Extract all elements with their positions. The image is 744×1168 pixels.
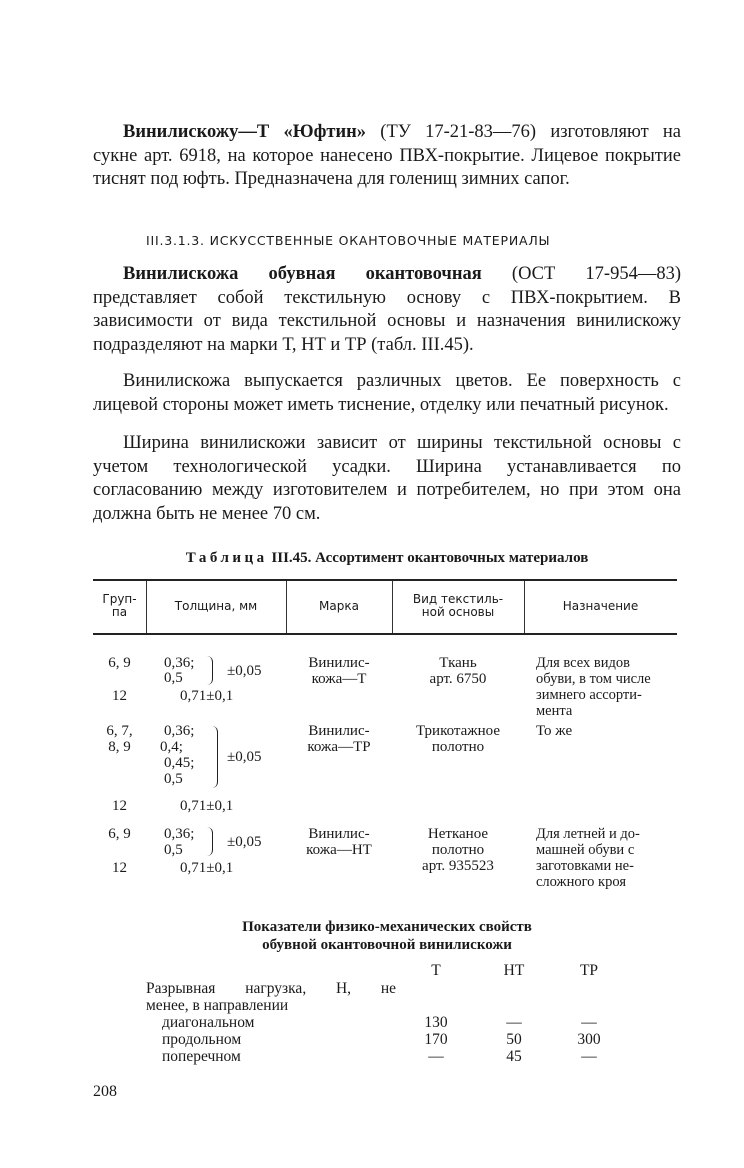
table-header-rule	[93, 633, 677, 635]
row2-base	[392, 723, 524, 755]
row1-base-line1: Ткань	[439, 655, 477, 671]
paragraph-edging	[93, 263, 681, 357]
row1-brace	[206, 656, 213, 685]
header-group	[93, 593, 146, 619]
header-base	[392, 593, 524, 619]
row2-purpose: То же	[536, 723, 573, 739]
row3-purpose-line3: заготовками не-	[536, 858, 634, 874]
row3-base-line3: арт. 935523	[422, 858, 494, 874]
row3-thk-a: 0,36;	[164, 826, 195, 842]
row2-thk-a3: 0,45;	[164, 755, 195, 771]
row2-brand	[286, 723, 392, 755]
row2-groups-line2: 8, 9	[108, 739, 131, 755]
row3-purpose-line2: машней обуви с	[536, 842, 635, 858]
properties-load-label-2: менее, в направлении	[146, 997, 289, 1014]
row2-brace	[210, 726, 218, 788]
header-group-line2: па	[111, 605, 128, 619]
properties-value: —	[506, 1014, 522, 1031]
properties-col-t: Т	[431, 962, 441, 979]
row2-base-line2: полотно	[431, 739, 485, 755]
row1-brand-line2: кожа—Т	[311, 671, 367, 687]
row2-tolerance: ±0,05	[227, 749, 262, 765]
properties-row-label: поперечном	[162, 1048, 241, 1065]
row1-purpose-line3: зимнего ассорти-	[536, 687, 642, 703]
properties-value: 50	[506, 1031, 522, 1048]
properties-value: 130	[424, 1014, 448, 1031]
row2-groups-b: 12	[112, 798, 127, 814]
row1-brand	[286, 655, 392, 687]
header-base-line1: Вид текстиль-	[412, 592, 504, 606]
row2-groups-line1: 6, 7,	[106, 723, 133, 739]
row2-thk-b: 0,5	[164, 771, 183, 787]
row3-base-line1: Нетканое	[427, 826, 489, 842]
header-thickness: Толщина, мм	[174, 599, 258, 613]
row1-brand-line1: Винилис-	[308, 655, 370, 671]
properties-value: 45	[506, 1048, 522, 1065]
row1-groups-b: 12	[112, 688, 127, 704]
row2-thk-a2: 0,4;	[160, 739, 183, 755]
row3-purpose	[536, 826, 678, 890]
properties-col-tr: ТР	[579, 962, 599, 979]
row2-brand-line2: кожа—ТР	[307, 739, 371, 755]
row3-brand	[286, 826, 392, 858]
row1-thk-a: 0,36;	[164, 655, 195, 671]
row3-groups-b: 12	[112, 860, 127, 876]
row3-purpose-line4: сложного кроя	[536, 874, 626, 890]
row1-base	[392, 655, 524, 687]
properties-load-label: Разрывная нагрузка, Н, не	[146, 980, 396, 997]
row1-purpose-line4: мента	[536, 703, 573, 719]
table-caption-prefix: Таблица	[185, 550, 268, 566]
row3-base	[392, 826, 524, 874]
header-base-line2: ной основы	[421, 605, 495, 619]
row1-purpose-line1: Для всех видов	[536, 655, 630, 671]
row1-purpose	[536, 655, 678, 719]
properties-title-line2: обувной окантовочной винилискожи	[262, 937, 512, 953]
header-group-line1: Груп-	[102, 592, 137, 606]
row2-brand-line1: Винилис-	[308, 723, 370, 739]
paragraph-width: Ширина винилискожи зависит от ширины текстильной основы с учетом технологической усадки. Ширина устанавливается по согласованию между изготовителем и потребителем, но при этом она должна быть не менее 70 см.	[93, 433, 681, 524]
row1-base-line2: арт. 6750	[429, 671, 487, 687]
properties-title-line1: Показатели физико-механических свойств	[242, 919, 532, 935]
row3-brand-line1: Винилис-	[308, 826, 370, 842]
row2-thk-a: 0,36;	[164, 723, 195, 739]
paragraph-colors: Винилискожа выпускается различных цветов. Ее поверхность с лицевой стороны может иметь тиснение, отделку или печатный рисунок.	[93, 371, 681, 415]
properties-title	[93, 918, 681, 954]
properties-value: —	[581, 1014, 597, 1031]
paragraph-yuftin-text: (ТУ 17-21-83—76) изготовляют на сукне арт. 6918, на которое нанесено ПВХ-покрытие. Лицевое покрытие тиснят под юфть. Предназначена для голенищ зимних сапог.	[93, 122, 682, 189]
row3-thk-c: 0,71±0,1	[180, 860, 234, 876]
header-purpose: Назначение	[562, 599, 639, 613]
row3-groups-a: 6, 9	[108, 826, 131, 842]
properties-value: —	[428, 1048, 444, 1065]
table-caption-text: III.45. Ассортимент окантовочных материалов	[271, 550, 589, 566]
row1-thk-b: 0,5	[164, 670, 183, 686]
row3-purpose-line1: Для летней и до-	[536, 826, 640, 842]
properties-col-nt: НТ	[503, 962, 525, 979]
row2-thk-c: 0,71±0,1	[180, 798, 234, 814]
properties-value: 170	[424, 1031, 448, 1048]
paragraph-yuftin	[93, 121, 681, 192]
row1-purpose-line2: обуви, в том числе	[536, 671, 651, 687]
page-number: 208	[93, 1083, 117, 1100]
section-title: III.3.1.3. ИСКУССТВЕННЫЕ ОКАНТОВОЧНЫЕ МАТЕРИАЛЫ	[146, 233, 551, 248]
properties-value: —	[581, 1048, 597, 1065]
term-edging: Винилискожа обувная окантовочная	[123, 264, 482, 284]
row2-base-line1: Трикотажное	[415, 723, 501, 739]
row3-brace	[206, 827, 213, 856]
row2-groups-a	[93, 723, 146, 755]
properties-row-label: диагональном	[162, 1014, 255, 1031]
paragraph-edging-text: (ОСТ 17-954—83) представляет собой текстильную основу с ПВХ-покрытием. В зависимости от вида текстильной основы и назначения винилискожу подразделяют на марки Т, НТ и ТР (табл. III.45).	[93, 264, 681, 355]
term-yuftin: Винилискожу—Т «Юфтин»	[123, 122, 367, 142]
row3-base-line2: полотно	[431, 842, 485, 858]
row1-groups-a: 6, 9	[108, 655, 131, 671]
row3-tolerance: ±0,05	[227, 834, 262, 850]
row1-thk-c: 0,71±0,1	[180, 688, 234, 704]
table-top-rule	[93, 579, 677, 581]
table-caption	[93, 550, 681, 567]
row3-brand-line2: кожа—НТ	[306, 842, 372, 858]
properties-value: 300	[577, 1031, 601, 1048]
row1-tolerance: ±0,05	[227, 663, 262, 679]
header-brand: Марка	[319, 599, 359, 613]
row3-thk-b: 0,5	[164, 842, 183, 858]
properties-row-label: продольном	[162, 1031, 242, 1048]
